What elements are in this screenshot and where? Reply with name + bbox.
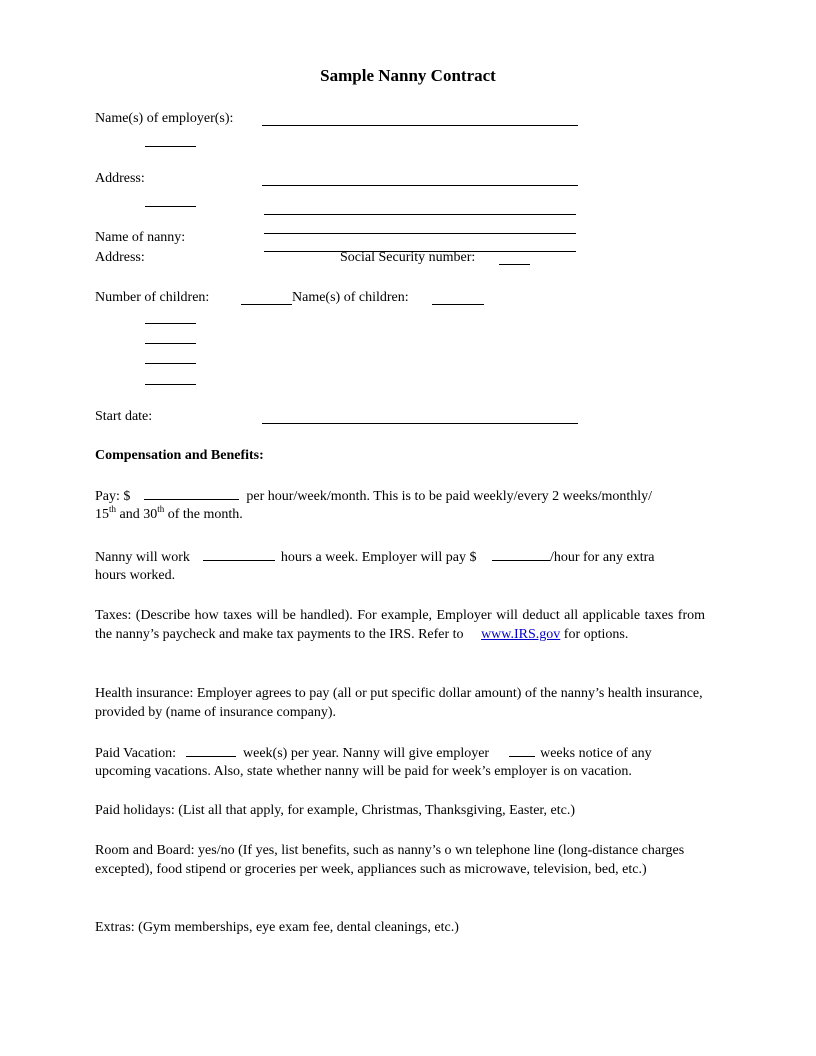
- number-of-children-line[interactable]: [241, 304, 292, 305]
- pay-of-month: of the month.: [167, 507, 243, 522]
- irs-link[interactable]: www.IRS.gov: [481, 627, 561, 642]
- employer-address-line[interactable]: [262, 185, 578, 186]
- vacation-notice-blank[interactable]: [509, 744, 535, 757]
- vacation-line-1: [95, 744, 652, 763]
- taxes-after: for options.: [563, 627, 629, 642]
- hours-blank[interactable]: [203, 548, 275, 561]
- employer-address-label: Address:: [95, 171, 145, 186]
- room-and-board-paragraph: Room and Board: yes/no (If yes, list benefits, such as nanny’s o wn telephone line (long-distance charges excepted), food stipend or groceries per week, appliances such as microwave, television, bed, etc.): [95, 843, 685, 877]
- hours-text-4: hours worked.: [95, 568, 176, 583]
- vacation-text-1: Paid Vacation:: [95, 746, 177, 761]
- health-insurance-paragraph: Health insurance: Employer agrees to pay (all or put specific dollar amount) of the nanny’s health insurance, provided by (name of insurance company).: [95, 686, 703, 720]
- employer-name-line-2[interactable]: [145, 146, 196, 147]
- nanny-address-label: Address:: [95, 250, 145, 265]
- start-date-line[interactable]: [262, 423, 578, 424]
- nanny-name-label: Name of nanny:: [95, 230, 186, 245]
- vacation-weeks-blank[interactable]: [186, 744, 236, 757]
- hours-text-1: Nanny will work: [95, 550, 190, 565]
- pay-line-1: [95, 487, 652, 506]
- pay-th-1: th: [109, 504, 117, 514]
- children-name-line-4[interactable]: [145, 363, 196, 364]
- nanny-name-line[interactable]: [264, 233, 576, 234]
- document-title: Sample Nanny Contract: [320, 66, 496, 85]
- number-of-children-label: Number of children:: [95, 290, 210, 305]
- pay-and-30: and 30: [119, 507, 158, 522]
- children-name-line-3[interactable]: [145, 343, 196, 344]
- start-date-label: Start date:: [95, 409, 153, 424]
- pay-text: per hour/week/month. This is to be paid weekly/every 2 weeks/monthly/: [246, 489, 653, 504]
- children-name-line-2[interactable]: [145, 323, 196, 324]
- ssn-line[interactable]: [499, 264, 530, 265]
- pay-line-2: [95, 506, 243, 524]
- children-name-line-5[interactable]: [145, 384, 196, 385]
- extra-pay-blank[interactable]: [492, 548, 550, 561]
- employer-address-line-3[interactable]: [264, 214, 576, 215]
- hours-text-2: hours a week. Employer will pay $: [280, 550, 477, 565]
- pay-label: Pay: $: [95, 489, 131, 504]
- compensation-heading: Compensation and Benefits:: [95, 448, 264, 463]
- vacation-text-3: weeks notice of any: [540, 746, 652, 761]
- vacation-text-2: week(s) per year. Nanny will give employer: [243, 746, 490, 761]
- taxes-text: Taxes: (Describe how taxes will be handled). For example, Employer will deduct all applicable taxes from the nanny’s paycheck and make tax payments to the IRS. Refer to: [95, 608, 705, 642]
- holidays-paragraph: Paid holidays: (List all that apply, for example, Christmas, Thanksgiving, Easter, etc.): [95, 803, 576, 818]
- employer-name-line[interactable]: [262, 125, 578, 126]
- taxes-paragraph: [95, 606, 705, 644]
- children-name-line-1[interactable]: [432, 304, 484, 305]
- vacation-text-4: upcoming vacations. Also, state whether nanny will be paid for week’s employer is on vacation.: [95, 764, 632, 779]
- hours-text-3: /hour for any extra: [549, 550, 655, 565]
- employer-name-label: Name(s) of employer(s):: [95, 111, 234, 126]
- children-names-label: Name(s) of children:: [292, 290, 409, 305]
- pay-amount-blank[interactable]: [144, 487, 239, 500]
- employer-address-line-2[interactable]: [145, 206, 196, 207]
- pay-th-2: th: [157, 504, 165, 514]
- ssn-label: Social Security number:: [340, 250, 476, 265]
- pay-15: 15: [95, 507, 109, 522]
- hours-line-1: [95, 548, 655, 567]
- extras-paragraph: Extras: (Gym memberships, eye exam fee, dental cleanings, etc.): [95, 920, 459, 935]
